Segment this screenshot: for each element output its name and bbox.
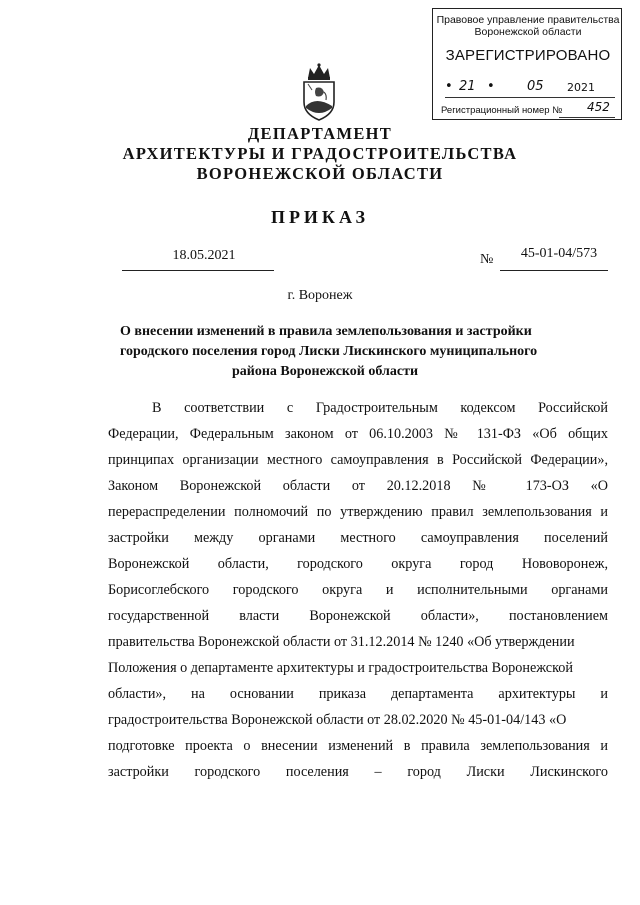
department-name-line-1: ДЕПАРТАМЕНТ bbox=[247, 124, 393, 143]
order-number-sign: № bbox=[480, 252, 494, 267]
subject-line-2: городского поселения город Лиски Лискинского муниципального bbox=[120, 344, 538, 359]
stamp-org-line-1: Правовое управление правительства bbox=[436, 14, 620, 26]
registration-stamp bbox=[432, 8, 622, 120]
stamp-year: 2021 bbox=[567, 81, 595, 94]
body-line: Воронежской области, городского округа город Нововоронеж, bbox=[108, 556, 608, 572]
body-line: области», на основании приказа департамента архитектуры и bbox=[108, 686, 608, 702]
body-line: застройки городского поселения – город Лиски Лискинского bbox=[108, 764, 608, 780]
order-city: г. Воронеж bbox=[287, 288, 353, 303]
subject-line-3: района Воронежской области bbox=[231, 364, 419, 379]
body-line: правительства Воронежской области от 31.12.2014 № 1240 «Об утверждении bbox=[108, 634, 575, 650]
body-line: подготовке проекта о внесении изменений в правила землепользования и bbox=[108, 738, 608, 754]
body-line: Законом Воронежской области от 20.12.2018 № 173-ОЗ «О bbox=[108, 478, 608, 494]
stamp-regnum-label: Регистрационный номер № bbox=[441, 105, 563, 116]
stamp-organization bbox=[433, 14, 623, 38]
body-line: В соответствии с Градостроительным кодексом Российской bbox=[152, 400, 608, 416]
stamp-registered-label: ЗАРЕГИСТРИРОВАНО bbox=[445, 47, 611, 64]
order-subject bbox=[120, 322, 538, 382]
stamp-month: 05 bbox=[527, 79, 544, 94]
order-date-underline bbox=[122, 270, 274, 271]
stamp-day: 21 bbox=[459, 79, 476, 94]
order-number: 45-01-04/573 bbox=[520, 246, 598, 261]
stamp-registration-number bbox=[441, 100, 619, 119]
stamp-regnum-value: 452 bbox=[587, 100, 610, 114]
order-date: 18.05.2021 bbox=[172, 248, 236, 263]
stamp-date: • 21 • 05 2021 bbox=[445, 79, 595, 94]
body-line: принципах организации местного самоуправления в Российской Федерации», bbox=[108, 452, 608, 468]
stamp-date-underline bbox=[445, 97, 615, 98]
body-line: перераспределении полномочий по утверждению правил землепользования и bbox=[108, 504, 608, 520]
stamp-org-line-2: Воронежской области bbox=[474, 26, 582, 38]
body-line: Федерации, Федеральным законом от 06.10.2003 № 131-ФЗ «Об общих bbox=[108, 426, 608, 442]
department-name-line-3: ВОРОНЕЖСКОЙ ОБЛАСТИ bbox=[196, 164, 444, 183]
body-line: градостроительства Воронежской области от 28.02.2020 № 45-01-04/143 «О bbox=[108, 712, 567, 728]
order-number-underline bbox=[500, 270, 608, 271]
subject-line-1: О внесении изменений в правила землепользования и застройки bbox=[120, 324, 532, 339]
order-title: ПРИКАЗ bbox=[270, 207, 370, 227]
body-line: застройки между органами местного самоуправления поселений bbox=[108, 530, 608, 546]
body-line: Борисоглебского городского округа и исполнительными органами bbox=[108, 582, 608, 598]
body-line: государственной власти Воронежской области», постановлением bbox=[108, 608, 608, 624]
body-line: Положения о департаменте архитектуры и градостроительства Воронежской bbox=[108, 660, 573, 676]
voronezh-coat-of-arms-icon bbox=[296, 62, 342, 122]
department-name-line-2: АРХИТЕКТУРЫ И ГРАДОСТРОИТЕЛЬСТВА bbox=[122, 144, 518, 163]
